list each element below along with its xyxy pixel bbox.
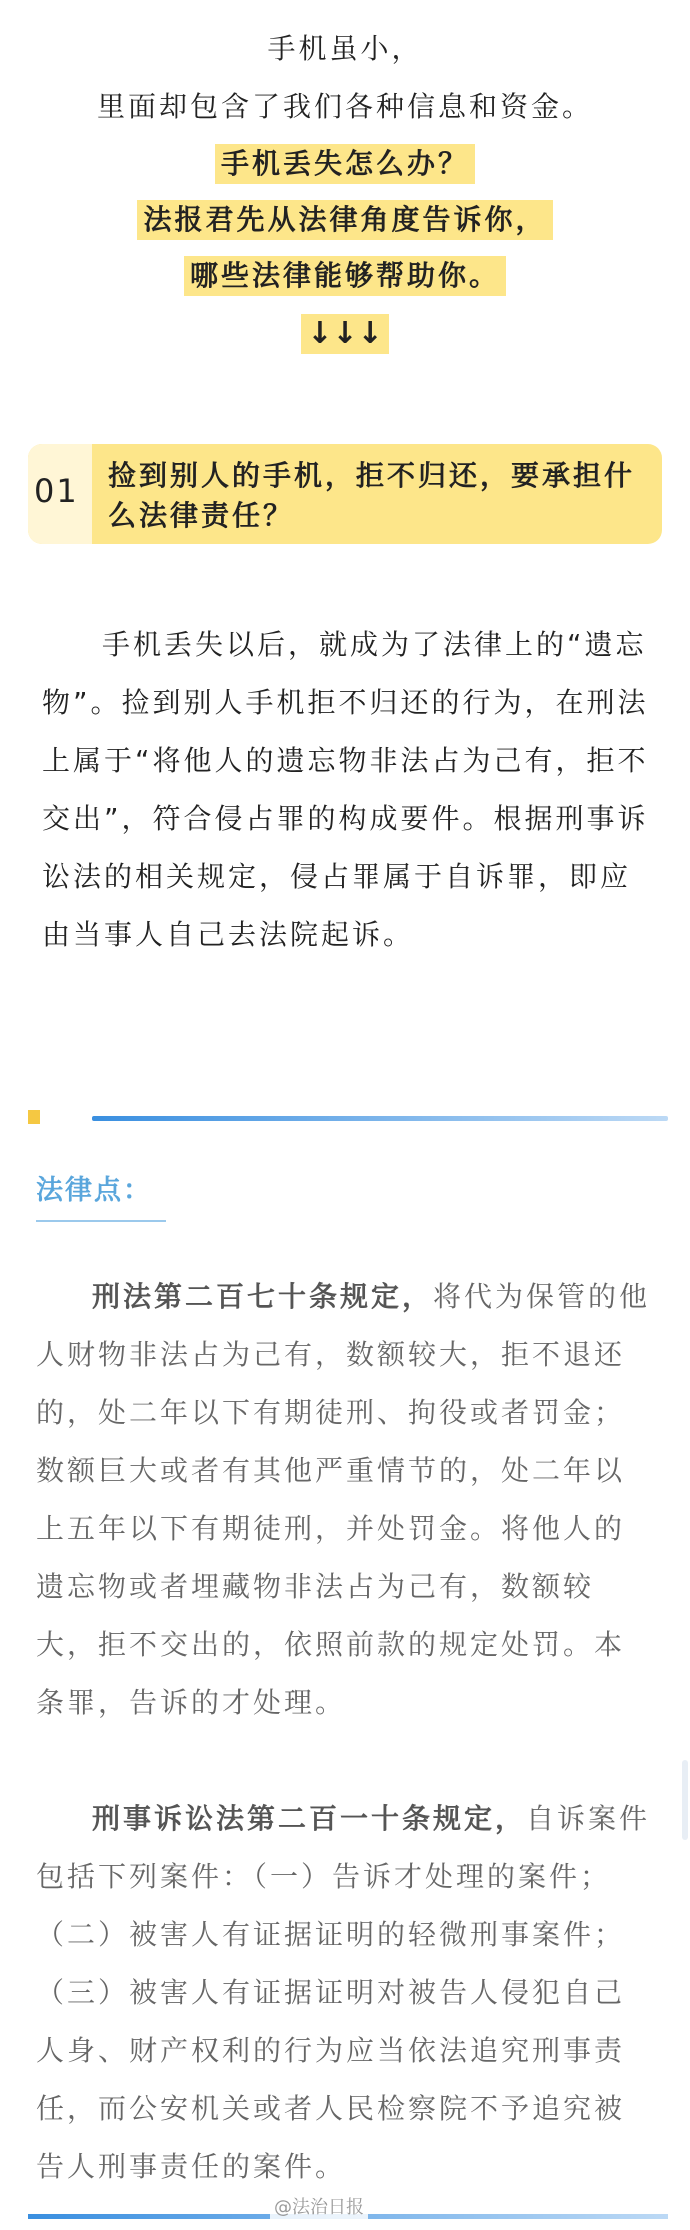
law-article-criminal-law bbox=[36, 1268, 654, 1732]
law-article-procedure-law bbox=[36, 1790, 654, 2196]
law-points-title: 法律点： bbox=[36, 1175, 152, 1206]
body-paragraph: 手机丢失以后，就成为了法律上的“遗忘物”。捡到别人手机拒不归还的行为，在刑法上属于“将他人的遗忘物非法占为己有，拒不交出”，符合侵占罪的构成要件。根据刑事诉讼法的相关规定，侵占罪属于自诉罪，即应由当事人自己去法院起诉。 bbox=[42, 628, 649, 951]
scroll-indicator bbox=[682, 1760, 688, 1840]
highlight-line-2: 法报君先从法律角度告诉你， bbox=[137, 200, 552, 240]
intro-line-2: 里面却包含了我们各种信息和资金。 bbox=[96, 90, 593, 123]
intro-line-1: 手机虽小， bbox=[267, 32, 423, 65]
divider-line bbox=[92, 1116, 668, 1121]
law-article-lead: 刑法第二百七十条规定， bbox=[92, 1280, 434, 1313]
law-article-body: 自诉案件包括下列案件：（一）告诉才处理的案件；（二）被害人有证据证明的轻微刑事案件；（三）被害人有证据证明对被告人侵犯自己人身、财产权利的行为应当依法追究刑事责任，而公安机关或者人民检察院不予追究被告人刑事责任的案件。 bbox=[36, 1802, 651, 2183]
highlight-line-3: 哪些法律能够帮助你。 bbox=[184, 256, 506, 296]
law-article-body: 将代为保管的他人财物非法占为己有，数额较大，拒不退还的，处二年以下有期徒刑、拘役或者罚金；数额巨大或者有其他严重情节的，处二年以上五年以下有期徒刑，并处罚金。将他人的遗忘物或者埋藏物非法占为己有，数额较大，拒不交出的，依照前款的规定处罚。本条罪，告诉的才处理。 bbox=[36, 1280, 651, 1719]
section-number: 01 bbox=[34, 472, 79, 510]
section-header bbox=[28, 444, 662, 544]
yellow-square-icon bbox=[28, 1110, 40, 1124]
highlight-question: 手机丢失怎么办？ bbox=[215, 144, 475, 184]
section-divider bbox=[28, 1110, 668, 1124]
section-title: 捡到别人的手机，拒不归还，要承担什么法律责任？ bbox=[108, 459, 636, 532]
intro-block bbox=[0, 20, 690, 364]
watermark: @法治日报 bbox=[270, 2196, 368, 2220]
down-arrows-icon: ↓↓↓ bbox=[301, 314, 388, 354]
law-title-underline bbox=[36, 1220, 166, 1222]
law-article-lead: 刑事诉讼法第二百一十条规定， bbox=[92, 1802, 527, 1835]
